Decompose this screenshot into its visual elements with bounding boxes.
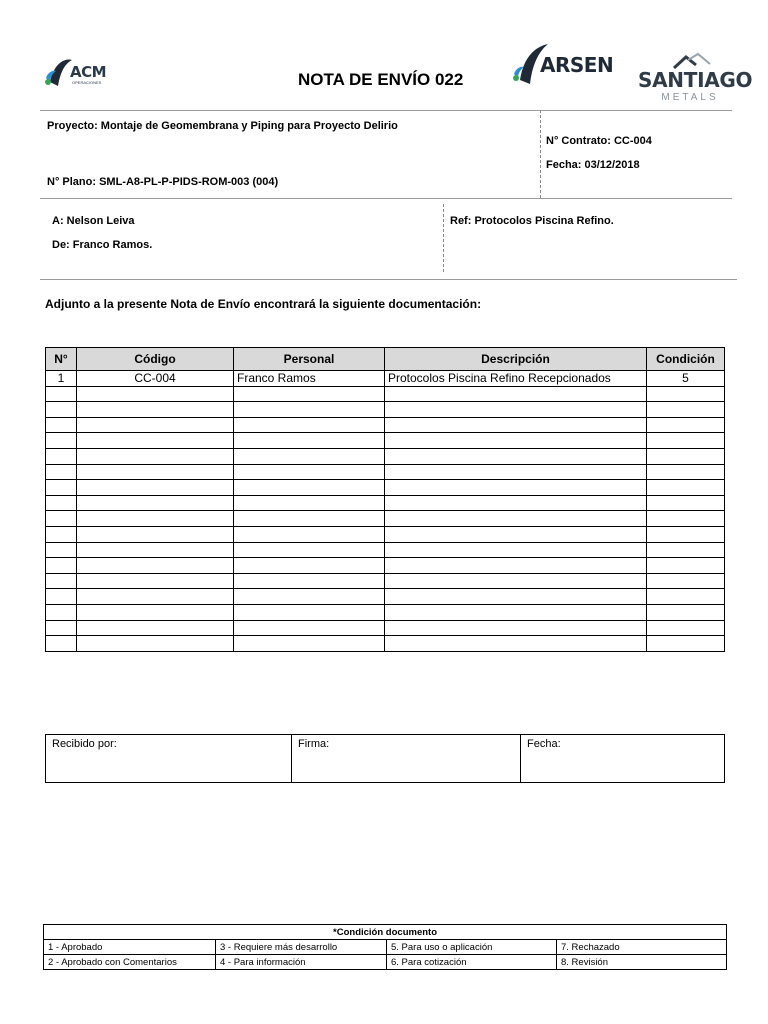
cell-personnel [234,386,385,402]
acm-logo-text: ACM [70,63,107,81]
table-row [46,402,725,418]
cell-personnel [234,604,385,620]
cell-description [385,495,647,511]
cell-personnel [234,526,385,542]
condition-legend-table [43,924,727,970]
cell-condition [647,464,725,480]
cell-condition [647,526,725,542]
table-row [46,433,725,449]
documents-table [45,347,725,652]
cell-number [46,620,77,636]
cell-description [385,636,647,652]
cell-condition [647,558,725,574]
divider-bottom [40,279,737,280]
divider-parties-vertical [443,204,444,272]
legend-item: 6. Para cotización [387,955,557,970]
legend-item: 1 - Aprobado [44,940,216,955]
table-row [46,636,725,652]
column-header-number: N° [46,348,77,371]
reference: Ref: Protocolos Piscina Refino. [450,215,614,227]
table-row [46,558,725,574]
legend-item: 5. Para uso o aplicación [387,940,557,955]
cell-description [385,604,647,620]
cell-number [46,558,77,574]
contract-number: N° Contrato: CC-004 [546,135,652,147]
cell-number [46,448,77,464]
table-row [46,511,725,527]
cell-condition [647,433,725,449]
divider-project-vertical [540,110,541,198]
cell-personnel [234,511,385,527]
cell-personnel [234,542,385,558]
table-row [46,448,725,464]
cell-condition [647,448,725,464]
cell-personnel [234,464,385,480]
cell-code [77,495,234,511]
cell-description [385,433,647,449]
project-name: Proyecto: Montaje de Geomembrana y Piping para Proyecto Delirio [47,120,398,132]
cell-code [77,573,234,589]
date-field[interactable]: Fecha: [521,735,725,783]
cell-number [46,464,77,480]
cell-personnel: Franco Ramos [234,371,385,387]
legend-item: 4 - Para información [216,955,387,970]
cell-code [77,464,234,480]
cell-code [77,604,234,620]
cell-code [77,589,234,605]
table-row [46,573,725,589]
cell-code: CC-004 [77,371,234,387]
table-row [46,495,725,511]
cell-condition: 5 [647,371,725,387]
column-header-personnel: Personal [234,348,385,371]
legend-item: 7. Rechazado [557,940,727,955]
cell-condition [647,511,725,527]
table-row [46,620,725,636]
table-row [46,526,725,542]
column-header-description: Descripción [385,348,647,371]
divider-middle [40,198,732,199]
cell-description [385,417,647,433]
legend-item: 3 - Requiere más desarrollo [216,940,387,955]
table-row [46,386,725,402]
cell-description [385,526,647,542]
legend-title: *Condición documento [44,925,727,940]
cell-code [77,417,234,433]
acm-logo-subtext: OPERACIONES [72,80,102,85]
cell-condition [647,604,725,620]
cell-description [385,402,647,418]
table-row [46,480,725,496]
cell-description [385,448,647,464]
cell-description [385,386,647,402]
cell-number [46,480,77,496]
cell-personnel [234,589,385,605]
cell-condition [647,589,725,605]
table-row [46,542,725,558]
cell-number [46,589,77,605]
cell-code [77,480,234,496]
cell-condition [647,573,725,589]
acm-logo [44,52,124,92]
cell-number [46,604,77,620]
cell-number [46,526,77,542]
recipient: A: Nelson Leiva [52,215,135,227]
cell-condition [647,386,725,402]
legend-item: 8. Revisión [557,955,727,970]
table-row [46,464,725,480]
cell-personnel [234,480,385,496]
table-row [46,604,725,620]
cell-code [77,402,234,418]
cell-number [46,511,77,527]
cell-condition [647,542,725,558]
cell-description [385,573,647,589]
cell-code [77,511,234,527]
cell-personnel [234,417,385,433]
intro-text: Adjunto a la presente Nota de Envío encontrará la siguiente documentación: [45,297,482,311]
table-header-row [46,348,725,371]
cell-personnel [234,636,385,652]
cell-personnel [234,433,385,449]
cell-condition [647,636,725,652]
legend-item: 2 - Aprobado con Comentarios [44,955,216,970]
cell-description [385,558,647,574]
table-row [46,371,725,387]
cell-condition [647,402,725,418]
signature-field[interactable]: Firma: [292,735,521,783]
arsen-logo-text: ARSEN [540,53,614,77]
legend-row [44,955,727,970]
cell-description [385,511,647,527]
cell-code [77,636,234,652]
cell-personnel [234,573,385,589]
cell-condition [647,417,725,433]
cell-code [77,558,234,574]
santiago-metals-logo [638,52,753,104]
cell-description: Protocolos Piscina Refino Recepcionados [385,371,647,387]
cell-description [385,542,647,558]
metals-logo-text: METALS [661,92,719,103]
cell-code [77,620,234,636]
table-row [46,417,725,433]
signature-table [45,734,725,783]
arsen-logo [510,40,616,86]
plan-number: N° Plano: SML-A8-PL-P-PIDS-ROM-003 (004) [47,176,279,188]
column-header-condition: Condición [647,348,725,371]
cell-number [46,636,77,652]
cell-condition [647,495,725,511]
cell-description [385,464,647,480]
cell-description [385,620,647,636]
cell-number [46,495,77,511]
cell-personnel [234,620,385,636]
cell-personnel [234,448,385,464]
sender: De: Franco Ramos. [52,239,153,251]
cell-code [77,526,234,542]
cell-code [77,448,234,464]
cell-number [46,433,77,449]
cell-number: 1 [46,371,77,387]
cell-code [77,386,234,402]
cell-number [46,386,77,402]
received-by-field[interactable]: Recibido por: [46,735,292,783]
cell-code [77,433,234,449]
cell-description [385,589,647,605]
cell-personnel [234,558,385,574]
cell-condition [647,480,725,496]
santiago-logo-text: SANTIAGO [638,68,753,92]
table-row [46,589,725,605]
cell-number [46,402,77,418]
cell-personnel [234,402,385,418]
cell-code [77,542,234,558]
cell-personnel [234,495,385,511]
cell-number [46,542,77,558]
legend-row [44,940,727,955]
document-date: Fecha: 03/12/2018 [546,159,640,171]
cell-number [46,573,77,589]
divider-top [40,110,732,111]
cell-condition [647,620,725,636]
cell-description [385,480,647,496]
cell-number [46,417,77,433]
document-title: NOTA DE ENVÍO 022 [298,70,464,89]
column-header-code: Código [77,348,234,371]
